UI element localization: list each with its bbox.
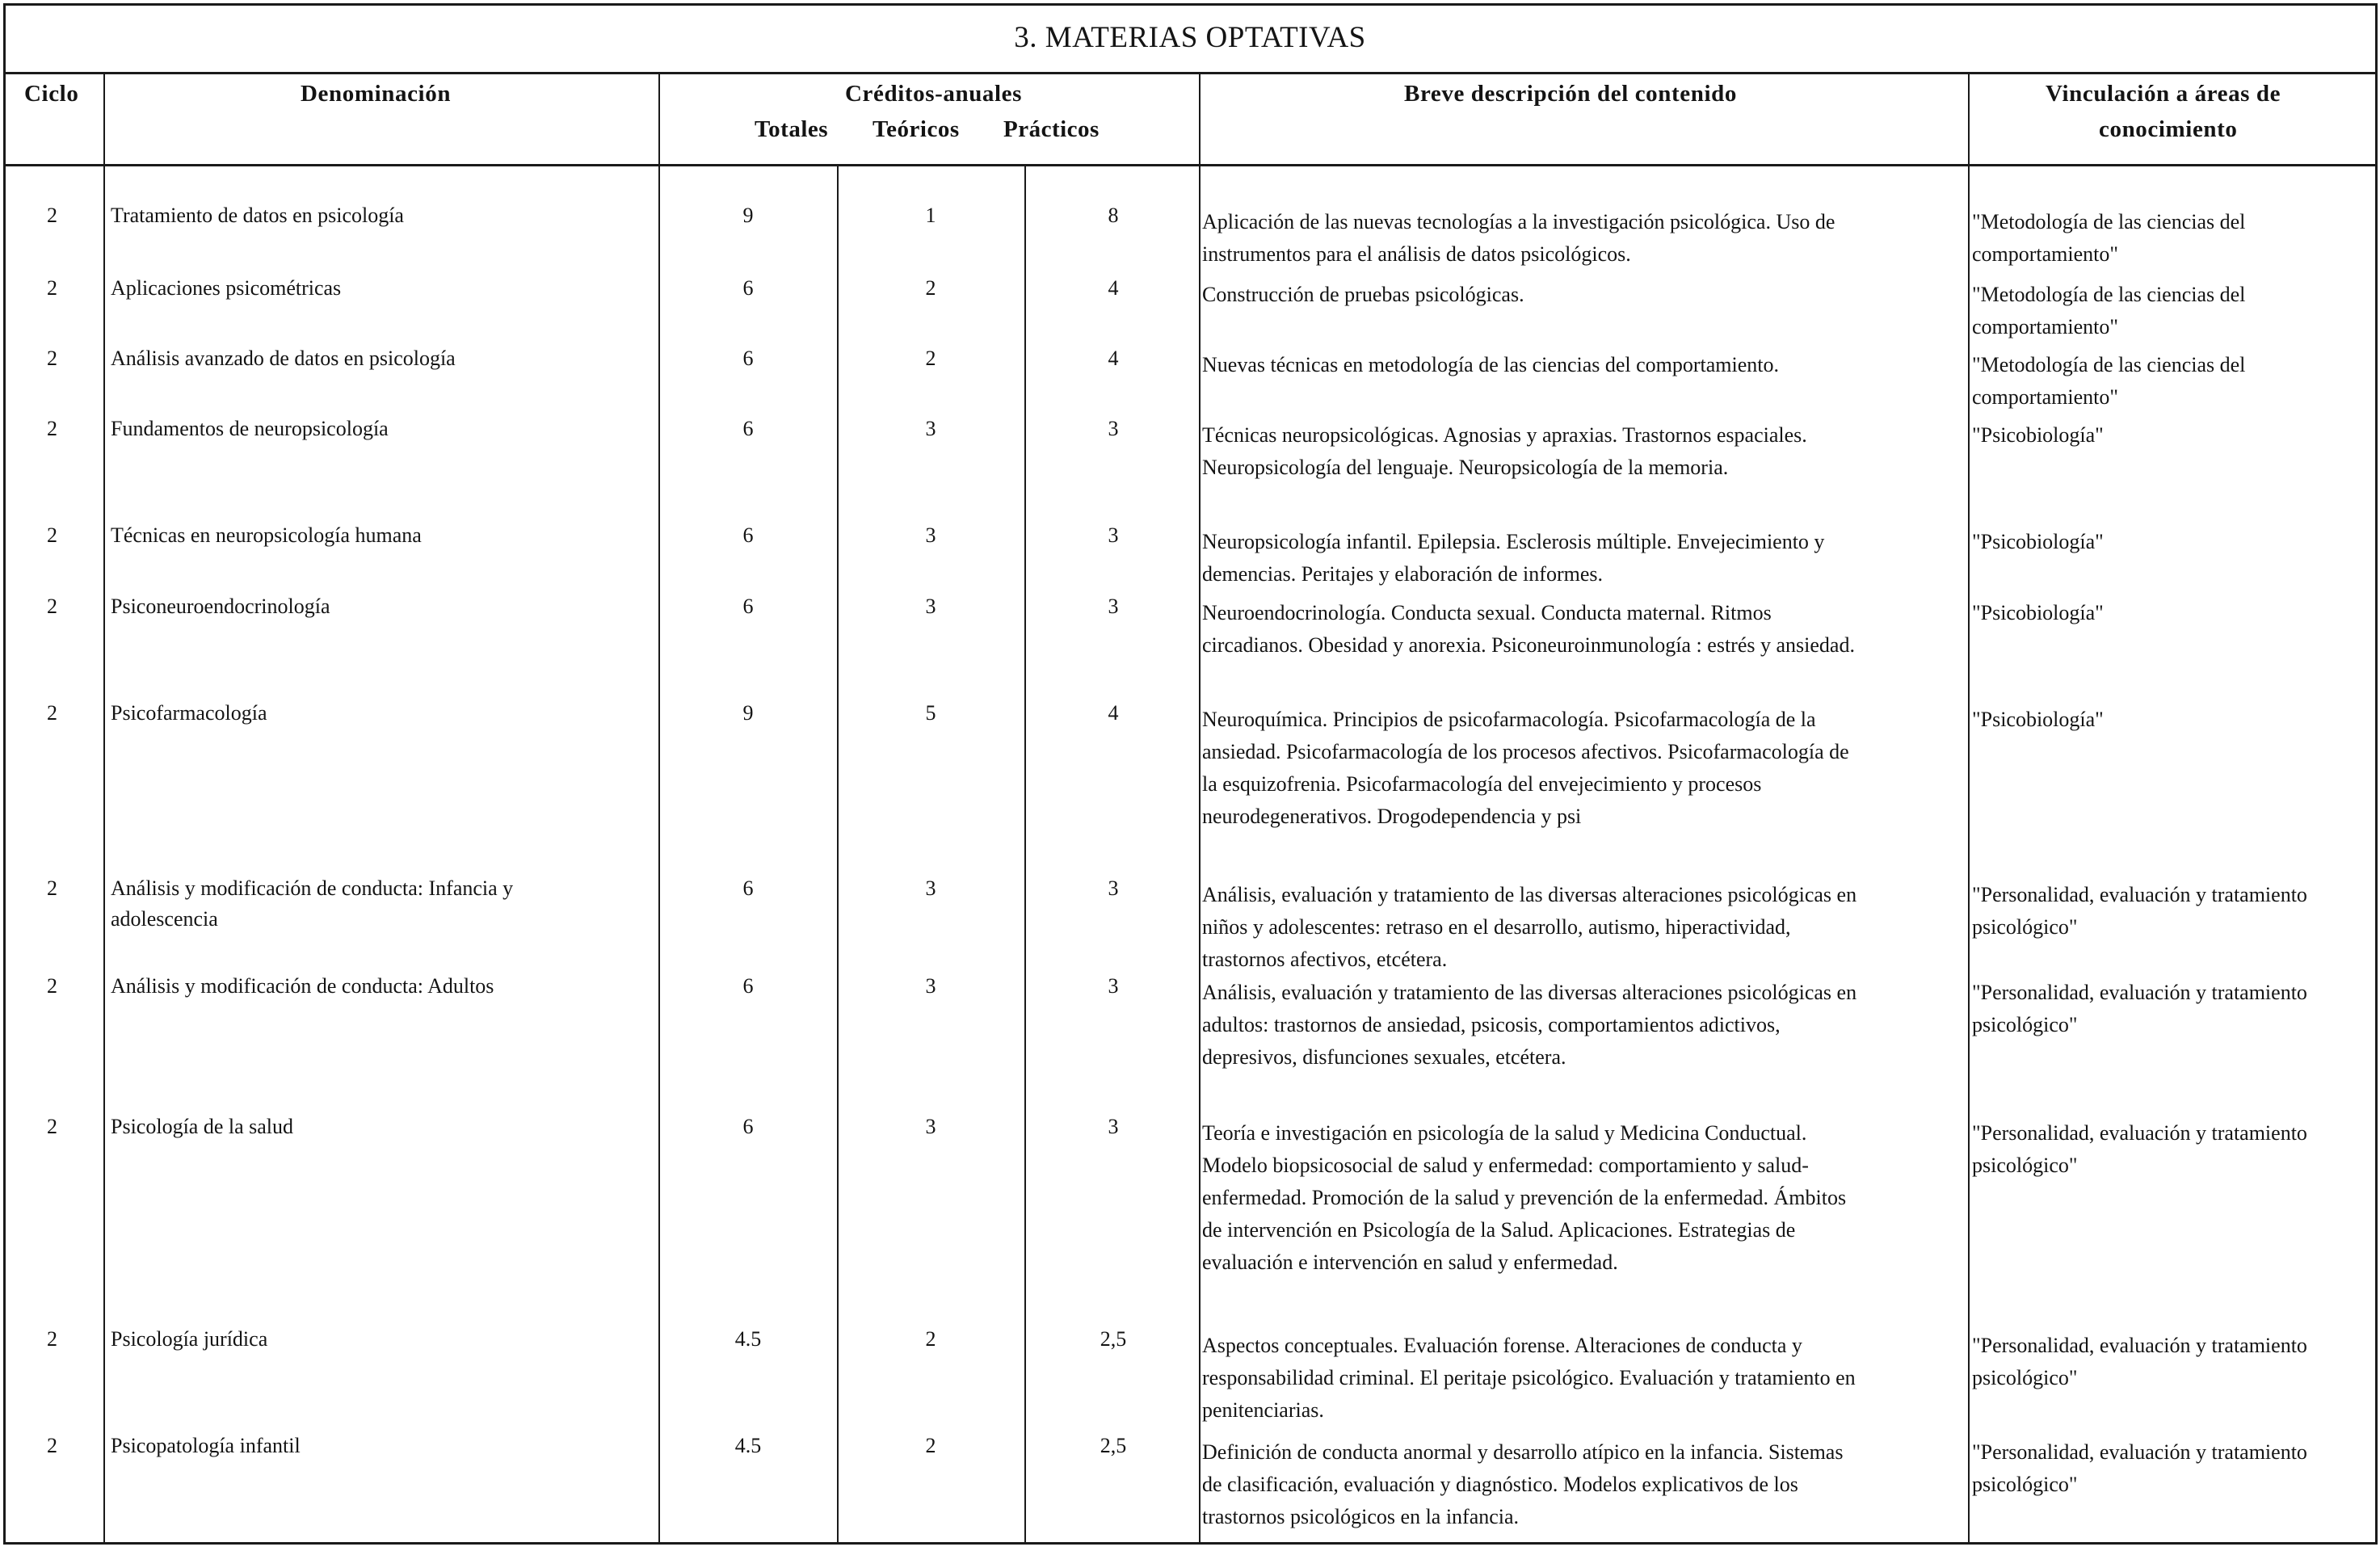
- vinculacion-cell: "Metodología de las ciencias del: [1972, 210, 2246, 233]
- denominacion-cell: adolescencia: [111, 907, 218, 931]
- totales-cell: 9: [742, 701, 754, 725]
- ciclo-cell: 2: [47, 276, 57, 300]
- denominacion-cell: Análisis y modificación de conducta: Adultos: [111, 974, 494, 998]
- totales-cell: 4.5: [734, 1434, 762, 1457]
- descripcion-cell: Neuroendocrinología. Conducta sexual. Conducta maternal. Ritmos: [1202, 601, 1772, 624]
- descripcion-cell: Análisis, evaluación y tratamiento de las diversas alteraciones psicológicas en: [1202, 883, 1857, 906]
- vinculacion-cell: "Psicobiología": [1972, 601, 2104, 624]
- teoricos-cell: 2: [925, 1434, 936, 1457]
- ciclo-cell: 2: [47, 204, 57, 227]
- practicos-cell: 3: [1108, 523, 1119, 547]
- vinculacion-cell: comportamiento": [1972, 242, 2119, 266]
- descripcion-cell: demencias. Peritajes y elaboración de informes.: [1202, 562, 1603, 586]
- vinculacion-cell: "Psicobiología": [1972, 423, 2104, 447]
- header-descripcion: Breve descripción del contenido: [1404, 81, 1737, 107]
- denominacion-cell: Psicofarmacología: [111, 701, 267, 725]
- col-divider-descripcion: [1968, 73, 1970, 1543]
- vinculacion-cell: "Psicobiología": [1972, 708, 2104, 731]
- denominacion-cell: Psicopatología infantil: [111, 1434, 301, 1457]
- vinculacion-cell: "Personalidad, evaluación y tratamiento: [1972, 1440, 2307, 1464]
- practicos-cell: 3: [1108, 1115, 1119, 1138]
- teoricos-cell: 3: [925, 417, 936, 440]
- totales-cell: 6: [742, 347, 754, 370]
- frame-top: [3, 3, 2377, 6]
- title-rule: [3, 72, 2377, 74]
- vinculacion-cell: psicológico": [1972, 1473, 2078, 1496]
- denominacion-cell: Psicología jurídica: [111, 1327, 268, 1351]
- practicos-cell: 2,5: [1100, 1434, 1127, 1457]
- practicos-cell: 4: [1108, 276, 1119, 300]
- header-vinculacion-line1: Vinculación a áreas de: [2046, 81, 2281, 107]
- frame-bottom: [3, 1542, 2377, 1545]
- teoricos-cell: 3: [925, 876, 936, 900]
- totales-cell: 6: [742, 974, 754, 998]
- header-ciclo: Ciclo: [24, 81, 79, 107]
- teoricos-cell: 3: [925, 1115, 936, 1138]
- descripcion-cell: Definición de conducta anormal y desarrollo atípico en la infancia. Sistemas: [1202, 1440, 1844, 1464]
- practicos-cell: 2,5: [1100, 1327, 1127, 1351]
- denominacion-cell: Análisis y modificación de conducta: Infancia y: [111, 876, 514, 900]
- denominacion-cell: Técnicas en neuropsicología humana: [111, 523, 422, 547]
- vinculacion-cell: psicológico": [1972, 1154, 2078, 1177]
- ciclo-cell: 2: [47, 1327, 57, 1351]
- descripcion-cell: Construcción de pruebas psicológicas.: [1202, 283, 1524, 306]
- teoricos-cell: 2: [925, 276, 936, 300]
- denominacion-cell: Aplicaciones psicométricas: [111, 276, 342, 300]
- header-vinculacion-line2: conocimiento: [2099, 116, 2238, 142]
- practicos-cell: 3: [1108, 417, 1119, 440]
- ciclo-cell: 2: [47, 417, 57, 440]
- teoricos-cell: 3: [925, 595, 936, 618]
- ciclo-cell: 2: [47, 974, 57, 998]
- frame-left: [3, 3, 6, 1545]
- descripcion-cell: adultos: trastornos de ansiedad, psicosis, comportamientos adictivos,: [1202, 1013, 1781, 1036]
- ciclo-cell: 2: [47, 347, 57, 370]
- descripcion-cell: Técnicas neuropsicológicas. Agnosias y apraxias. Trastornos espaciales.: [1202, 423, 1807, 447]
- descripcion-cell: evaluación e intervención en salud y enfermedad.: [1202, 1250, 1618, 1274]
- ciclo-cell: 2: [47, 701, 57, 725]
- totales-cell: 6: [742, 1115, 754, 1138]
- descripcion-cell: Análisis, evaluación y tratamiento de las diversas alteraciones psicológicas en: [1202, 981, 1857, 1004]
- ciclo-cell: 2: [47, 523, 57, 547]
- teoricos-cell: 3: [925, 974, 936, 998]
- practicos-cell: 3: [1108, 595, 1119, 618]
- totales-cell: 6: [742, 417, 754, 440]
- practicos-cell: 3: [1108, 876, 1119, 900]
- teoricos-cell: 1: [925, 204, 936, 227]
- practicos-cell: 4: [1108, 701, 1119, 725]
- descripcion-cell: depresivos, disfunciones sexuales, etcétera.: [1202, 1045, 1566, 1069]
- vinculacion-cell: psicológico": [1972, 915, 2078, 939]
- totales-cell: 6: [742, 595, 754, 618]
- denominacion-cell: Psicología de la salud: [111, 1115, 294, 1138]
- teoricos-cell: 2: [925, 347, 936, 370]
- descripcion-cell: neurodegenerativos. Drogodependencia y psi: [1202, 805, 1582, 828]
- descripcion-cell: trastornos afectivos, etcétera.: [1202, 948, 1448, 971]
- teoricos-cell: 2: [925, 1327, 936, 1351]
- descripcion-cell: Aplicación de las nuevas tecnologías a la investigación psicológica. Uso de: [1202, 210, 1835, 233]
- vinculacion-cell: "Psicobiología": [1972, 530, 2104, 553]
- descripcion-cell: niños y adolescentes: retraso en el desarrollo, autismo, hiperactividad,: [1202, 915, 1791, 939]
- descripcion-cell: Modelo biopsicosocial de salud y enfermedad: comportamiento y salud-: [1202, 1154, 1809, 1177]
- col-divider-teoricos: [1024, 166, 1026, 1543]
- header-totales: Totales: [755, 116, 829, 142]
- teoricos-cell: 5: [925, 701, 936, 725]
- vinculacion-cell: "Personalidad, evaluación y tratamiento: [1972, 1334, 2307, 1357]
- ciclo-cell: 2: [47, 595, 57, 618]
- vinculacion-cell: "Metodología de las ciencias del: [1972, 353, 2246, 376]
- practicos-cell: 3: [1108, 974, 1119, 998]
- page-title: 3. MATERIAS OPTATIVAS: [1014, 21, 1366, 54]
- denominacion-cell: Análisis avanzado de datos en psicología: [111, 347, 456, 370]
- descripcion-cell: penitenciarias.: [1202, 1398, 1324, 1422]
- totales-cell: 6: [742, 876, 754, 900]
- descripcion-cell: responsabilidad criminal. El peritaje psicológico. Evaluación y tratamiento en: [1202, 1366, 1856, 1389]
- vinculacion-cell: "Metodología de las ciencias del: [1972, 283, 2246, 306]
- descripcion-cell: la esquizofrenia. Psicofarmacología del envejecimiento y procesos: [1202, 772, 1762, 796]
- totales-cell: 4.5: [734, 1327, 762, 1351]
- vinculacion-cell: "Personalidad, evaluación y tratamiento: [1972, 1121, 2307, 1145]
- header-teoricos: Teóricos: [873, 116, 960, 142]
- frame-right: [2375, 3, 2378, 1545]
- col-divider-creditos: [1199, 73, 1201, 1543]
- ciclo-cell: 2: [47, 876, 57, 900]
- descripcion-cell: circadianos. Obesidad y anorexia. Psiconeuroinmunología : estrés y ansiedad.: [1202, 633, 1855, 657]
- descripcion-cell: Aspectos conceptuales. Evaluación forense. Alteraciones de conducta y: [1202, 1334, 1802, 1357]
- descripcion-cell: enfermedad. Promoción de la salud y prevención de la enfermedad. Ámbitos: [1202, 1186, 1847, 1209]
- totales-cell: 6: [742, 523, 754, 547]
- vinculacion-cell: psicológico": [1972, 1366, 2078, 1389]
- totales-cell: 6: [742, 276, 754, 300]
- vinculacion-cell: "Personalidad, evaluación y tratamiento: [1972, 981, 2307, 1004]
- denominacion-cell: Tratamiento de datos en psicología: [111, 204, 404, 227]
- ciclo-cell: 2: [47, 1115, 57, 1138]
- totales-cell: 9: [742, 204, 754, 227]
- header-creditos-anuales: Créditos-anuales: [845, 81, 1023, 107]
- descripcion-cell: de clasificación, evaluación y diagnóstico. Modelos explicativos de los: [1202, 1473, 1798, 1496]
- denominacion-cell: Fundamentos de neuropsicología: [111, 417, 389, 440]
- header-practicos: Prácticos: [1003, 116, 1100, 142]
- descripcion-cell: Teoría e investigación en psicología de la salud y Medicina Conductual.: [1202, 1121, 1807, 1145]
- denominacion-cell: Psiconeuroendocrinología: [111, 595, 330, 618]
- practicos-cell: 8: [1108, 204, 1119, 227]
- practicos-cell: 4: [1108, 347, 1119, 370]
- vinculacion-cell: comportamiento": [1972, 315, 2119, 338]
- teoricos-cell: 3: [925, 523, 936, 547]
- vinculacion-cell: comportamiento": [1972, 385, 2119, 409]
- vinculacion-cell: psicológico": [1972, 1013, 2078, 1036]
- header-rule: [3, 164, 2377, 166]
- ciclo-cell: 2: [47, 1434, 57, 1457]
- descripcion-cell: de intervención en Psicología de la Salud. Aplicaciones. Estrategias de: [1202, 1218, 1796, 1242]
- descripcion-cell: ansiedad. Psicofarmacología de los procesos afectivos. Psicofarmacología de: [1202, 740, 1849, 763]
- col-divider-denominacion: [658, 73, 660, 1543]
- col-divider-totales: [837, 166, 839, 1543]
- descripcion-cell: Nuevas técnicas en metodología de las ciencias del comportamiento.: [1202, 353, 1780, 376]
- descripcion-cell: Neuropsicología infantil. Epilepsia. Esclerosis múltiple. Envejecimiento y: [1202, 530, 1825, 553]
- vinculacion-cell: "Personalidad, evaluación y tratamiento: [1972, 883, 2307, 906]
- header-denominacion: Denominación: [301, 81, 452, 107]
- descripcion-cell: Neuropsicología del lenguaje. Neuropsicología de la memoria.: [1202, 456, 1729, 479]
- col-divider-ciclo: [103, 73, 105, 1543]
- descripcion-cell: Neuroquímica. Principios de psicofarmacología. Psicofarmacología de la: [1202, 708, 1816, 731]
- descripcion-cell: instrumentos para el análisis de datos psicológicos.: [1202, 242, 1631, 266]
- descripcion-cell: trastornos psicológicos en la infancia.: [1202, 1505, 1520, 1528]
